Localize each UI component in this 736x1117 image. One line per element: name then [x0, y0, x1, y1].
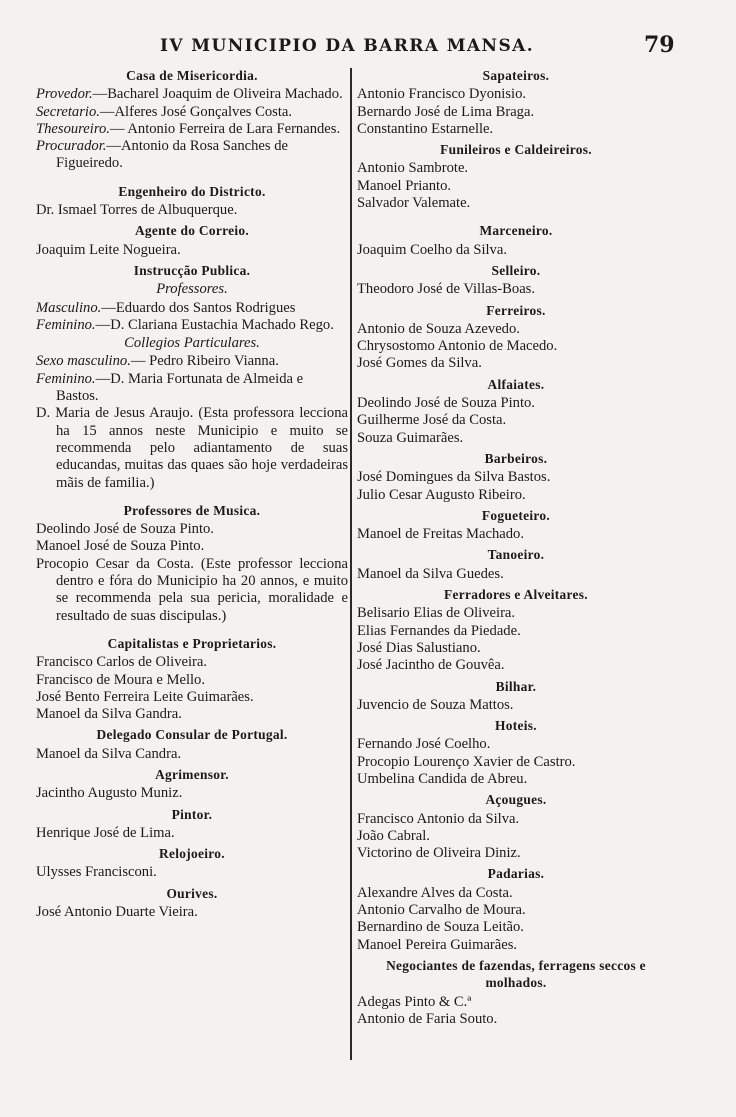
entry-text: —Antonio da Rosa Sanches de Figueiredo. — [56, 138, 288, 172]
section-heading: Ourives. — [166, 885, 218, 901]
entry-procurador — [36, 138, 348, 173]
role-label: Feminino. — [36, 370, 96, 387]
role-label: Feminino. — [36, 316, 96, 333]
list-item: Manoel Pereira Guimarães. — [357, 936, 518, 953]
section-heading: Selleiro. — [491, 262, 541, 278]
section-heading: Casa de Misericordia. — [126, 68, 258, 83]
list-item: José Antonio Duarte Vieira. — [36, 904, 198, 921]
list-item: João Cabral. — [357, 827, 430, 844]
list-item: Manoel José de Souza Pinto. — [36, 538, 205, 555]
list-item: Elias Fernandes da Piedade. — [357, 622, 521, 639]
list-item: Souza Guimarães. — [357, 429, 464, 446]
list-item: Antonio Francisco Dyonisio. — [357, 86, 527, 103]
list-item: José Gomes da Silva. — [357, 355, 482, 372]
entry-text: —Alferes José Gonçalves Costa. — [99, 103, 293, 120]
column-divider — [350, 68, 352, 1060]
list-item: Victorino de Oliveira Diniz. — [357, 845, 521, 862]
list-item: Umbelina Candida de Abreu. — [357, 770, 528, 787]
section-heading: Engenheiro do Districto. — [118, 183, 266, 199]
list-item: Juvencio de Souza Mattos. — [357, 696, 514, 713]
role-label: Masculino. — [36, 299, 102, 316]
list-item: Alexandre Alves da Costa. — [357, 884, 513, 901]
list-item: Bernardino de Souza Leitão. — [357, 919, 524, 936]
list-item: Theodoro José de Villas-Boas. — [357, 281, 536, 298]
list-item — [36, 317, 348, 334]
entry-provedor — [36, 86, 348, 103]
subsection-heading: Professores. — [156, 281, 228, 298]
entry-text: — Antonio Ferreira de Lara Fernandes. — [109, 120, 341, 137]
list-item: Francisco de Moura e Mello. — [36, 671, 205, 688]
entry-text: —D. Clariana Eustachia Machado Rego. — [95, 316, 334, 333]
role-label: Secretario. — [36, 103, 100, 120]
section-heading: Fogueteiro. — [481, 507, 551, 523]
entry-thesoureiro — [36, 121, 348, 138]
section-heading: Ferradores e Alveitares. — [444, 587, 588, 603]
list-item: Antonio de Faria Souto. — [357, 1010, 498, 1027]
list-item: Bernardo José de Lima Braga. — [357, 103, 535, 120]
list-item: Jacintho Augusto Muniz. — [36, 785, 183, 802]
list-item: Deolindo José de Souza Pinto. — [357, 395, 535, 412]
list-item: Dr. Ismael Torres de Albuquerque. — [36, 202, 238, 219]
section-heading: Negociantes de fazendas, ferragens seccos e molhados. — [386, 957, 646, 991]
section-heading: Delegado Consular de Portugal. — [96, 727, 288, 743]
page-number: 79 — [644, 32, 675, 58]
section-heading: Instrucção Publica. — [133, 262, 251, 278]
list-item: Belisario Elias de Oliveira. — [357, 605, 516, 622]
entry-text: — Pedro Ribeiro Vianna. — [130, 353, 279, 370]
section-heading: Padarias. — [487, 866, 545, 882]
section-heading: Ferreiros. — [486, 302, 546, 318]
section-heading: Açougues. — [485, 792, 547, 808]
list-item: Antonio de Souza Azevedo. — [357, 320, 520, 337]
section-heading: Alfaiates. — [487, 376, 545, 392]
section-heading: Professores de Musica. — [123, 502, 261, 518]
list-item: Deolindo José de Souza Pinto. — [36, 521, 214, 538]
list-item: Manoel da Silva Guedes. — [357, 565, 504, 582]
section-heading: Agrimensor. — [155, 766, 229, 782]
role-label: Thesoureiro. — [36, 120, 110, 137]
list-item — [36, 371, 348, 406]
list-item: Francisco Carlos de Oliveira. — [36, 654, 208, 671]
right-column — [357, 64, 675, 1028]
left-column — [36, 64, 348, 921]
list-item: Guilherme José da Costa. — [357, 412, 507, 429]
section-heading: Hoteis. — [495, 718, 537, 734]
section-heading: Capitalistas e Proprietarios. — [107, 635, 277, 651]
entry-text: —D. Maria Fortunata de Almeida e Bastos. — [56, 370, 304, 405]
subsection-heading: Collegios Particulares. — [124, 335, 260, 352]
note-paragraph: Procopio Cesar da Costa. (Este professor lecciona dentro e fóra do Municipio ha 20 annos, e muito se recommenda pela sua pericia, moralidade e resultado de suas discipulas.) — [36, 555, 348, 624]
section-heading: Funileiros e Caldeireiros. — [440, 142, 592, 158]
list-item: Constantino Estarnelle. — [357, 120, 494, 137]
list-item: Manoel de Freitas Machado. — [357, 526, 524, 543]
list-item: Manoel da Silva Candra. — [36, 745, 182, 762]
list-item — [36, 300, 348, 317]
list-item: Joaquim Coelho da Silva. — [357, 241, 507, 258]
section-heading: Pintor. — [171, 806, 213, 822]
list-item: Adegas Pinto & C.ª — [357, 993, 472, 1010]
list-item: José Dias Salustiano. — [357, 639, 481, 656]
list-item: Francisco Antonio da Silva. — [357, 810, 520, 827]
section-heading: Barbeiros. — [484, 450, 548, 466]
list-item: Joaquim Leite Nogueira. — [36, 241, 181, 258]
list-item: Julio Cesar Augusto Ribeiro. — [357, 486, 526, 503]
role-label: Procurador. — [36, 138, 107, 155]
note-paragraph: D. Maria de Jesus Araujo. (Esta professora lecciona ha 15 annos neste Municipio e muito se recommenda pelo adiantamento de suas educandas, muitas das quaes são hoje verdadeiras mãis de familia.) — [36, 405, 348, 491]
list-item: Manoel Prianto. — [357, 177, 452, 194]
list-item: Salvador Valemate. — [357, 195, 471, 212]
list-item: Chrysostomo Antonio de Macedo. — [357, 338, 558, 355]
page-header — [0, 34, 736, 64]
list-item: Ulysses Francisconi. — [36, 864, 157, 881]
entry-secretario — [36, 104, 348, 121]
role-label: Provedor. — [36, 86, 93, 103]
list-item: Procopio Lourenço Xavier de Castro. — [357, 753, 576, 770]
entry-text: —Bacharel Joaquim de Oliveira Machado. — [92, 86, 343, 103]
list-item: José Bento Ferreira Leite Guimarães. — [36, 688, 254, 705]
list-item: Antonio Sambrote. — [357, 160, 469, 177]
section-heading: Marceneiro. — [479, 223, 553, 239]
section-heading: Sapateiros. — [482, 68, 550, 83]
role-label: Sexo masculino. — [36, 353, 131, 370]
section-heading: Agente do Correio. — [134, 223, 250, 239]
list-item: Fernando José Coelho. — [357, 736, 491, 753]
list-item: Antonio Carvalho de Moura. — [357, 902, 526, 919]
list-item: Henrique José de Lima. — [36, 824, 175, 841]
list-item: José Domingues da Silva Bastos. — [357, 469, 551, 486]
list-item: Manoel da Silva Gandra. — [36, 706, 182, 723]
section-heading: Bilhar. — [495, 678, 537, 694]
list-item: José Jacintho de Gouvêa. — [357, 657, 505, 674]
section-heading: Tanoeiro. — [487, 547, 545, 563]
list-item — [36, 353, 348, 370]
running-title: IV MUNICIPIO DA BARRA MANSA. — [160, 36, 535, 56]
section-heading: Relojoeiro. — [159, 846, 225, 862]
entry-text: —Eduardo dos Santos Rodrigues — [101, 299, 296, 316]
